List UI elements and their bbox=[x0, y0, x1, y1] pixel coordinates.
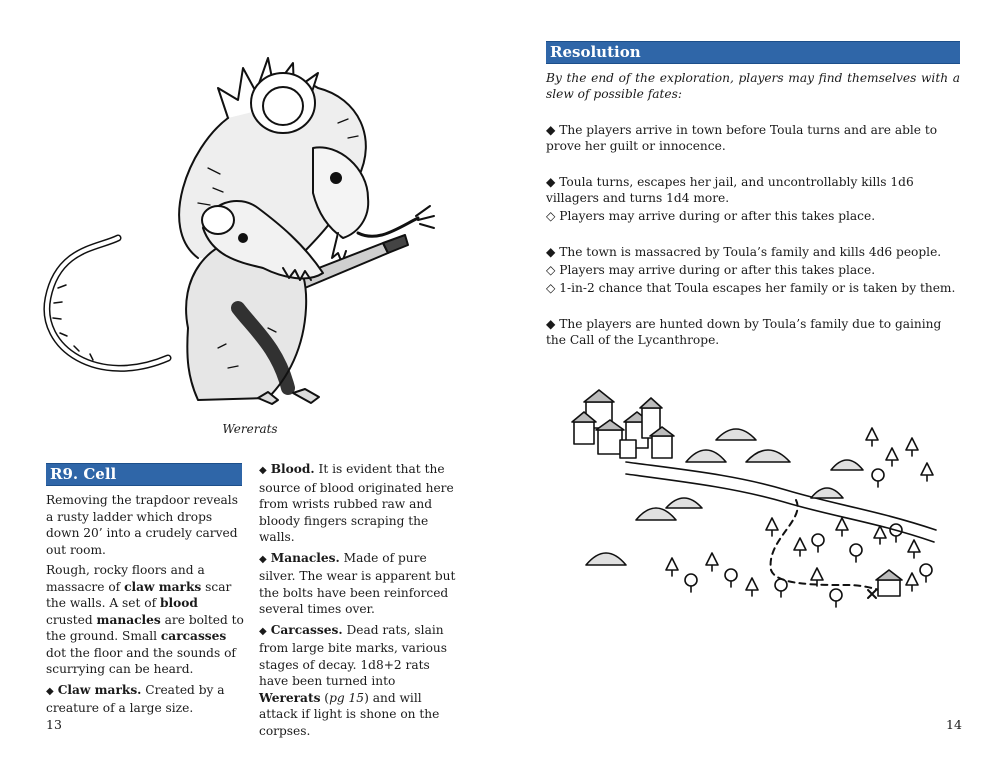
diamond-bullet-icon: ◆ bbox=[46, 685, 54, 697]
text-run: pg 15 bbox=[329, 690, 365, 705]
diamond-bullet-icon: ◆ bbox=[259, 553, 267, 565]
text-run: Dead rats, slain from large bite marks, various stages of decay. 1d8+2 rats have been turned into bbox=[259, 622, 448, 688]
diamond-bullet-icon: ◆ bbox=[259, 625, 267, 637]
bullet-paragraph bbox=[46, 682, 244, 717]
text-run: It is evident that the source of blood originated here from wrists rubbed raw and bloody fingers scraping the walls. bbox=[259, 462, 454, 544]
text-run: Rough, rocky floors and a massacre of bbox=[46, 563, 205, 594]
body-column-2 bbox=[259, 461, 458, 743]
keyword: manacles bbox=[96, 612, 161, 627]
bullet-paragraph bbox=[259, 622, 458, 740]
keyword: Blood. bbox=[270, 462, 315, 476]
spacer bbox=[546, 224, 960, 244]
fate-subitem: ◇ Players may arrive during or after this takes place. bbox=[546, 263, 876, 277]
keyword: claw marks bbox=[124, 579, 202, 594]
diamond-bullet-icon: ◆ bbox=[259, 465, 267, 476]
section-title-resolution: Resolution bbox=[546, 41, 960, 64]
text-run: scar the walls. A set of bbox=[46, 579, 232, 610]
body-paragraph bbox=[46, 562, 244, 678]
page-number-right: 14 bbox=[946, 717, 962, 732]
keyword: blood bbox=[159, 596, 198, 610]
fate-item: ◆ The town is massacred by Toula’s family and kills 4d6 people. bbox=[546, 245, 942, 259]
text-run: are bolted to the ground. Small bbox=[46, 612, 244, 643]
text-run: dot the floor and the sounds of scurrying can be heard. bbox=[46, 645, 236, 676]
text-run: Made of pure silver. The wear is apparent but the bolts have been reinforced several times over. bbox=[259, 550, 456, 616]
spacer bbox=[546, 154, 960, 174]
spacer bbox=[546, 296, 960, 316]
keyword: Carcasses. bbox=[270, 622, 343, 637]
bullet-paragraph bbox=[259, 461, 458, 546]
text-run: ( bbox=[320, 690, 330, 705]
fate-subitem: ◇ 1-in-2 chance that Toula escapes her family or is taken by them. bbox=[546, 281, 956, 295]
resolution-intro: By the end of the exploration, players may find themselves with a slew of possible fates: bbox=[546, 71, 960, 101]
village-map-illustration bbox=[556, 380, 956, 620]
keyword: Manacles. bbox=[270, 550, 340, 565]
page-number-left: 13 bbox=[46, 717, 62, 732]
section-title-cell: R9. Cell bbox=[46, 463, 242, 486]
figure-caption: Wererats bbox=[222, 422, 278, 436]
text-run: ) and will attack if light is shone on the corpses. bbox=[259, 690, 440, 738]
text-run: Created by a creature of a large size. bbox=[46, 682, 225, 715]
fates-list bbox=[546, 122, 960, 348]
body-column-1 bbox=[46, 492, 244, 721]
body-paragraph bbox=[46, 492, 244, 558]
bullet-paragraph bbox=[259, 550, 458, 618]
fate-item: ◆ Toula turns, escapes her jail, and uncontrollably kills 1d6 villagers and turns 1d4 more. bbox=[546, 175, 914, 205]
right-page bbox=[500, 0, 1000, 773]
keyword: Wererats bbox=[259, 690, 321, 705]
wererat-illustration bbox=[38, 28, 458, 418]
text-run: crusted bbox=[46, 612, 97, 627]
fate-item: ◆ The players are hunted down by Toula’s family due to gaining the Call of the Lycanthrope. bbox=[546, 317, 942, 347]
fate-subitem: ◇ Players may arrive during or after this takes place. bbox=[546, 209, 876, 223]
fate-item: ◆ The players arrive in town before Toula turns and are able to prove her guilt or innocence. bbox=[546, 123, 938, 153]
keyword: carcasses bbox=[160, 629, 227, 643]
keyword: Claw marks. bbox=[57, 682, 142, 697]
text-run: Removing the trapdoor reveals a rusty ladder which drops down 20’ into a crudely carved out room. bbox=[46, 493, 238, 557]
